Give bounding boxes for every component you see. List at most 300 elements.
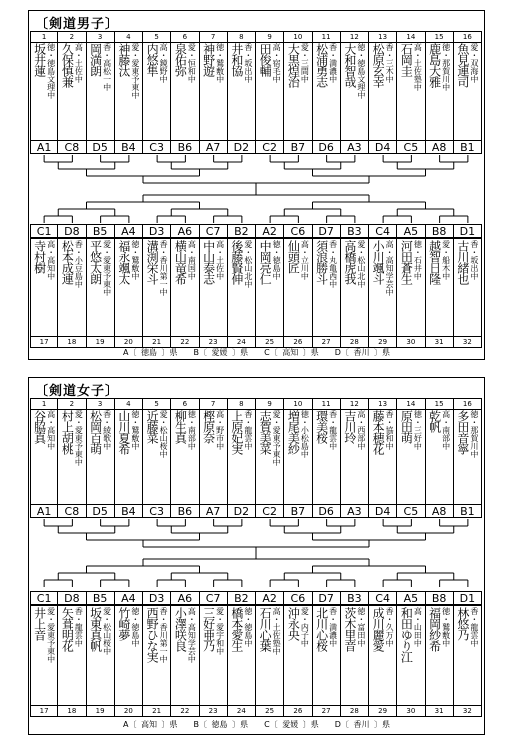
seed-code: B5 (86, 591, 115, 605)
bracket-entry (57, 31, 86, 141)
seed-code: D8 (57, 224, 86, 238)
entry-player-name: 古川緒也 (455, 240, 470, 284)
entry-school: 香・香川第一中 (159, 240, 169, 296)
bracket-entry (170, 31, 199, 141)
seed-code: D1 (453, 224, 482, 238)
entry-player-name: 河田蒼生 (399, 240, 414, 284)
entry-player-name: 成川麗愛 (371, 607, 386, 651)
entry-player-name: 大和智哉 (342, 43, 357, 87)
entry-player-name: 石岡圭 (399, 43, 414, 76)
entry-school: 徳・那賀川中 (441, 43, 451, 91)
entry-player-name: 内悠隼 (145, 43, 160, 76)
entry-number: 11 (313, 32, 340, 43)
entry-number: 4 (115, 32, 142, 43)
entry-player-name: 橋本愛生 (229, 607, 244, 651)
entry-number: 11 (313, 399, 340, 410)
entry-player-name: 後藤賢伸 (229, 240, 244, 284)
entry-player-name: 西野ひな実 (145, 607, 160, 662)
bracket-entry (170, 605, 199, 717)
entry-number: 26 (284, 336, 311, 347)
entry-player-name: 環美桜 (314, 410, 329, 443)
entry-school: 香・小豆島中 (74, 240, 84, 288)
entry-school: 徳・鷲敷中 (441, 607, 451, 647)
seed-code: A8 (425, 140, 454, 154)
boys-bottom-seeds (30, 224, 482, 239)
bracket-entry (255, 31, 284, 141)
entry-number: 10 (284, 399, 311, 410)
entry-player-name: 松浦勇志 (314, 43, 329, 87)
seed-code: C3 (142, 504, 171, 518)
seed-code: C4 (368, 591, 397, 605)
entry-school: 高・野市中 (215, 410, 225, 450)
entry-number: 29 (369, 336, 396, 347)
entry-number: 30 (397, 705, 424, 716)
bracket-entry (57, 398, 86, 505)
bracket-entry (255, 398, 284, 505)
entry-school: 徳・富田中 (356, 607, 366, 647)
seed-code: B7 (283, 504, 312, 518)
seed-code: C3 (142, 140, 171, 154)
entry-number: 27 (313, 336, 340, 347)
entry-number: 30 (397, 336, 424, 347)
entry-number: 8 (228, 32, 255, 43)
entry-player-name: 鹿島大雅 (427, 43, 442, 87)
seed-code: A6 (170, 591, 199, 605)
bracket-entry (340, 238, 369, 348)
entry-number: 31 (426, 705, 453, 716)
entry-player-name: 仙頭匠 (286, 240, 301, 273)
entry-player-name: 三好亜乃 (201, 607, 216, 651)
entry-player-name: 村上胡桃 (60, 410, 75, 454)
entry-number: 23 (200, 705, 227, 716)
seed-code: D7 (312, 224, 341, 238)
entry-player-name: 林悠乃 (455, 607, 470, 640)
entry-number: 10 (284, 32, 311, 43)
entry-player-name: 竹崎夢 (116, 607, 131, 640)
entry-player-name: 松岡百萌 (88, 410, 103, 454)
bracket-entry (368, 31, 397, 141)
bracket-entry (199, 238, 228, 348)
entry-number: 8 (228, 399, 255, 410)
prefecture-legend: A〔 高知 〕県 B〔 徳島 〕県 C〔 愛媛 〕県 D〔 香川 〕県 (122, 720, 391, 729)
bracket-entry (283, 605, 312, 717)
entry-number: 3 (87, 399, 114, 410)
seed-code: A3 (340, 504, 369, 518)
entry-player-name: 小澤咲良 (173, 607, 188, 651)
seed-code: C7 (199, 224, 228, 238)
girls-top-seeds (30, 504, 482, 519)
entry-number: 29 (369, 705, 396, 716)
section-title: 〔剣道男子〕 (35, 17, 120, 32)
entry-player-name: 吉川玲 (342, 410, 357, 443)
bracket-entry (255, 605, 284, 717)
entry-number: 17 (31, 336, 57, 347)
entry-number: 19 (87, 336, 114, 347)
seed-code: D8 (57, 591, 86, 605)
entry-school: 高・山田中 (413, 607, 423, 647)
entry-player-name: 中岡亮仁 (258, 240, 273, 284)
entry-school: 高・高知学芸中 (385, 240, 395, 296)
entry-school: 徳・徳島文理中 (46, 43, 56, 99)
bracket-entry (368, 605, 397, 717)
bracket-entry (170, 238, 199, 348)
prefecture-legend: A〔 徳島 〕県 B〔 愛媛 〕県 C〔 高知 〕県 D〔 香川 〕県 (122, 348, 391, 357)
entry-number: 6 (171, 399, 198, 410)
seed-code: B8 (425, 224, 454, 238)
bracket-entry (86, 238, 115, 348)
entry-player-name: 越智日隆 (427, 240, 442, 284)
seed-code: B7 (283, 140, 312, 154)
bracket-entry (396, 398, 425, 505)
entry-player-name: 松原玄幸 (371, 43, 386, 87)
seed-code: C1 (30, 591, 58, 605)
entry-player-name: 藤本穂花 (371, 410, 386, 454)
girls-bottom-entries (30, 605, 482, 717)
bracket-entry (312, 31, 341, 141)
entry-number: 7 (200, 399, 227, 410)
entry-number: 2 (58, 399, 85, 410)
entry-player-name: 小川颯斗 (371, 240, 386, 284)
entry-player-name: 近藤菜 (145, 410, 160, 443)
entry-school: 高・宿毛中 (272, 43, 282, 83)
entry-number: 7 (200, 32, 227, 43)
bracket-entry (312, 398, 341, 505)
bracket-entry (114, 398, 143, 505)
entry-player-name: 魚見連司 (455, 43, 470, 87)
bracket-entry (283, 398, 312, 505)
seed-code: A4 (114, 224, 143, 238)
bracket-entry (453, 238, 482, 348)
entry-school: 香・満濃中 (328, 43, 338, 83)
seed-code: D7 (312, 591, 341, 605)
seed-code: D2 (227, 504, 256, 518)
entry-school: 徳・徳島文理中 (356, 43, 366, 99)
entry-player-name: 久保慎兼 (60, 43, 75, 87)
boys-bottom-entries (30, 238, 482, 348)
bracket-entry (312, 238, 341, 348)
bracket-entry (114, 605, 143, 717)
entry-player-name: 石川心葉 (258, 607, 273, 651)
entry-number: 16 (454, 32, 481, 43)
entry-player-name: 井和協 (229, 43, 244, 76)
entry-school: 徳・鷲敷中 (130, 410, 140, 450)
girls-bracket-lines (30, 519, 482, 599)
bracket-entry (199, 31, 228, 141)
entry-school: 徳・鷲敷中 (130, 240, 140, 280)
bracket-entry (142, 398, 171, 505)
entry-player-name: 志賀美菜 (258, 410, 273, 454)
bracket-entry (396, 238, 425, 348)
seed-code: D4 (368, 140, 397, 154)
entry-number: 32 (454, 336, 481, 347)
entry-school: 香・満濃中 (328, 607, 338, 647)
bracket-entry (368, 398, 397, 505)
bracket-entry (199, 605, 228, 717)
entry-number: 21 (143, 336, 170, 347)
seed-code: A5 (396, 224, 425, 238)
bracket-entry (114, 31, 143, 141)
entry-player-name: 須浪勝斗 (314, 240, 329, 284)
seed-code: A2 (255, 224, 284, 238)
bracket-entry (425, 31, 454, 141)
entry-number: 5 (143, 399, 170, 410)
entry-number: 9 (256, 399, 283, 410)
entry-number: 14 (397, 32, 424, 43)
entry-school: 香・香川第一中 (159, 607, 169, 663)
seed-code: C6 (283, 591, 312, 605)
seed-code: A7 (199, 140, 228, 154)
entry-player-name: 神藤汰 (116, 43, 131, 76)
seed-code: C5 (396, 504, 425, 518)
bracket-entry (199, 398, 228, 505)
seed-code: B4 (114, 140, 143, 154)
seed-code: D1 (453, 591, 482, 605)
bracket-entry (114, 238, 143, 348)
entry-number: 26 (284, 705, 311, 716)
entry-player-name: 和田ゆり江 (399, 607, 414, 662)
entry-player-name: 福永颯太 (116, 240, 131, 284)
entry-number: 21 (143, 705, 170, 716)
bracket-entry (86, 31, 115, 141)
seed-code: A3 (340, 140, 369, 154)
entry-school: 愛・愛宇和中 (215, 607, 225, 655)
seed-code: D4 (368, 504, 397, 518)
girls-kendo-panel (28, 377, 485, 735)
entry-school: 愛・松山北中 (356, 240, 366, 288)
bracket-entry (227, 238, 256, 348)
seed-code: B6 (170, 140, 199, 154)
entry-number: 17 (31, 705, 57, 716)
seed-code: A1 (30, 504, 58, 518)
entry-player-name: 谷脇真 (32, 410, 47, 443)
entry-player-name: 平悠太朗 (88, 240, 103, 284)
seed-code: A7 (199, 504, 228, 518)
entry-school: 香・久万中 (385, 607, 395, 647)
bracket-entry (30, 605, 58, 717)
seed-code: C7 (199, 591, 228, 605)
seed-code: C2 (255, 140, 284, 154)
bracket-entry (453, 31, 482, 141)
entry-number: 19 (87, 705, 114, 716)
seed-code: B1 (453, 504, 482, 518)
entry-school: 愛・三間中 (300, 43, 310, 83)
bracket-entry (227, 31, 256, 141)
seed-code: D5 (86, 504, 115, 518)
entry-player-name: 溝渕栄斗 (145, 240, 160, 284)
bracket-entry (425, 238, 454, 348)
entry-school: 高・西部中 (356, 410, 366, 450)
seed-code: D5 (86, 140, 115, 154)
bracket-entry (30, 398, 58, 505)
girls-top-entries (30, 398, 482, 505)
girls-bottom-seeds (30, 591, 482, 606)
entry-school: 愛・内子中 (300, 607, 310, 647)
seed-code: D3 (142, 591, 171, 605)
entry-school: 徳・鷲敷中 (215, 43, 225, 83)
entry-player-name: 乾帆 (427, 410, 442, 432)
bracket-entry (453, 605, 482, 717)
entry-school: 香・龍雲中 (469, 607, 479, 647)
bracket-entry (396, 31, 425, 141)
entry-school: 徳・石井中 (413, 240, 423, 280)
bracket-entry (340, 31, 369, 141)
entry-school: 愛・松山桜中 (159, 410, 169, 458)
entry-school: 愛・愛東予東中 (74, 410, 84, 466)
bracket-entry (283, 31, 312, 141)
entry-school: 高・高知学芸中 (187, 607, 197, 663)
seed-code: A1 (30, 140, 58, 154)
seed-code: B4 (114, 504, 143, 518)
entry-number: 20 (115, 336, 142, 347)
entry-player-name: 横山竜希 (173, 240, 188, 284)
bracket-entry (283, 238, 312, 348)
entry-school: 香・高松一中 (102, 43, 112, 91)
bracket-entry (312, 605, 341, 717)
entry-player-name: 矢葺明花 (60, 607, 75, 651)
entry-number: 20 (115, 705, 142, 716)
bracket-entry (57, 238, 86, 348)
entry-school: 香・丸亀西中 (328, 240, 338, 288)
entry-number: 28 (341, 336, 368, 347)
entry-school: 高・高知中 (46, 410, 56, 450)
entry-number: 32 (454, 705, 481, 716)
bracket-entry (57, 605, 86, 717)
entry-number: 13 (369, 32, 396, 43)
entry-number: 27 (313, 705, 340, 716)
seed-code: D3 (142, 224, 171, 238)
entry-player-name: 寺村樹 (32, 240, 47, 273)
entry-number: 14 (397, 399, 424, 410)
entry-player-name: 松本成連 (60, 240, 75, 284)
bracket-entry (227, 398, 256, 505)
seed-code: C6 (283, 224, 312, 238)
entry-player-name: 大黒煌治 (286, 43, 301, 87)
bracket-entry (396, 605, 425, 717)
entry-number: 18 (58, 705, 85, 716)
bracket-entry (142, 605, 171, 717)
bracket-entry (227, 605, 256, 717)
bracket-entry (425, 398, 454, 505)
entry-number: 2 (58, 32, 85, 43)
bracket-entry (142, 238, 171, 348)
entry-school: 高・土佐中 (215, 240, 225, 280)
bracket-entry (86, 605, 115, 717)
entry-number: 31 (426, 336, 453, 347)
bracket-entry (425, 605, 454, 717)
entry-number: 24 (228, 336, 255, 347)
entry-number: 3 (87, 32, 114, 43)
entry-number: 12 (341, 32, 368, 43)
entry-player-name: 坂井蓮 (32, 43, 47, 76)
entry-number: 15 (426, 399, 453, 410)
entry-number: 25 (256, 705, 283, 716)
entry-school: 香・協和中 (385, 410, 395, 450)
entry-school: 愛・松山桜中 (102, 607, 112, 655)
entry-player-name: 福岡紗希 (427, 607, 442, 651)
bracket-entry (142, 31, 171, 141)
seed-code: D2 (227, 140, 256, 154)
boys-bracket-lines (30, 155, 482, 235)
seed-code: A8 (425, 504, 454, 518)
entry-number: 1 (31, 32, 57, 43)
entry-player-name: 高橋虎我 (342, 240, 357, 284)
entry-player-name: 井上音 (32, 607, 47, 640)
entry-player-name: 沖永央 (286, 607, 301, 640)
entry-school: 徳・小松島中 (300, 410, 310, 458)
entry-player-name: 神野遊 (201, 43, 216, 76)
entry-school: 愛・松山北中 (243, 240, 253, 288)
entry-number: 4 (115, 399, 142, 410)
bracket-entry (453, 398, 482, 505)
entry-player-name: 増尾美紗 (286, 410, 301, 454)
entry-school: 徳・南部中 (187, 410, 197, 450)
entry-school: 愛・愛東予東中 (130, 43, 140, 99)
section-title: 〔剣道女子〕 (35, 384, 120, 399)
entry-number: 18 (58, 336, 85, 347)
entry-school: 香・綾歌中 (102, 410, 112, 450)
entry-school: 香・坂出中 (243, 43, 253, 83)
entry-school: 徳・徳島中 (243, 607, 253, 647)
entry-player-name: 多田音寧 (455, 410, 470, 454)
boys-top-entries (30, 31, 482, 141)
entry-number: 5 (143, 32, 170, 43)
seed-code: C5 (396, 140, 425, 154)
entry-school: 愛・愛東予東中 (46, 607, 56, 663)
entry-player-name: 坂東真帆 (88, 607, 103, 651)
entry-player-name: 田俊輔 (258, 43, 273, 76)
seed-code: C8 (57, 504, 86, 518)
seed-code: A4 (114, 591, 143, 605)
bracket-entry (86, 398, 115, 505)
bracket-entry (170, 398, 199, 505)
entry-number: 6 (171, 32, 198, 43)
entry-school: 香・坂出中 (469, 240, 479, 280)
entry-school: 高・土佐塾中 (272, 607, 282, 655)
entry-number: 22 (171, 336, 198, 347)
seed-code: B2 (227, 591, 256, 605)
entry-number: 28 (341, 705, 368, 716)
bracket-entry (255, 238, 284, 348)
entry-number: 12 (341, 399, 368, 410)
entry-school: 高・南部中 (441, 410, 451, 450)
seed-code: B8 (425, 591, 454, 605)
entry-number: 22 (171, 705, 198, 716)
entry-school: 高・立川中 (300, 240, 310, 280)
boys-top-seeds (30, 140, 482, 155)
entry-school: 徳・三好中 (413, 410, 423, 450)
bracket-entry (30, 238, 58, 348)
entry-player-name: 茨木里音 (342, 607, 357, 651)
entry-player-name: 岡満朗 (88, 43, 103, 76)
entry-school: 愛・愛東予東中 (272, 410, 282, 466)
entry-school: 愛・船木中 (441, 240, 451, 280)
entry-player-name: 泉佑弥 (173, 43, 188, 76)
seed-code: B1 (453, 140, 482, 154)
entry-school: 高・高知中 (46, 240, 56, 280)
seed-code: A2 (255, 591, 284, 605)
entry-number: 15 (426, 32, 453, 43)
boys-kendo-panel (28, 10, 485, 360)
entry-player-name: 山川夏希 (116, 410, 131, 454)
seed-code: A5 (396, 591, 425, 605)
bracket-entry (340, 605, 369, 717)
entry-player-name: 中山泰志 (201, 240, 216, 284)
entry-number: 1 (31, 399, 57, 410)
entry-school: 徳・那賀川中 (469, 410, 479, 458)
seed-code: C1 (30, 224, 58, 238)
seed-code: B5 (86, 224, 115, 238)
entry-school: 愛・双海中 (469, 43, 479, 83)
